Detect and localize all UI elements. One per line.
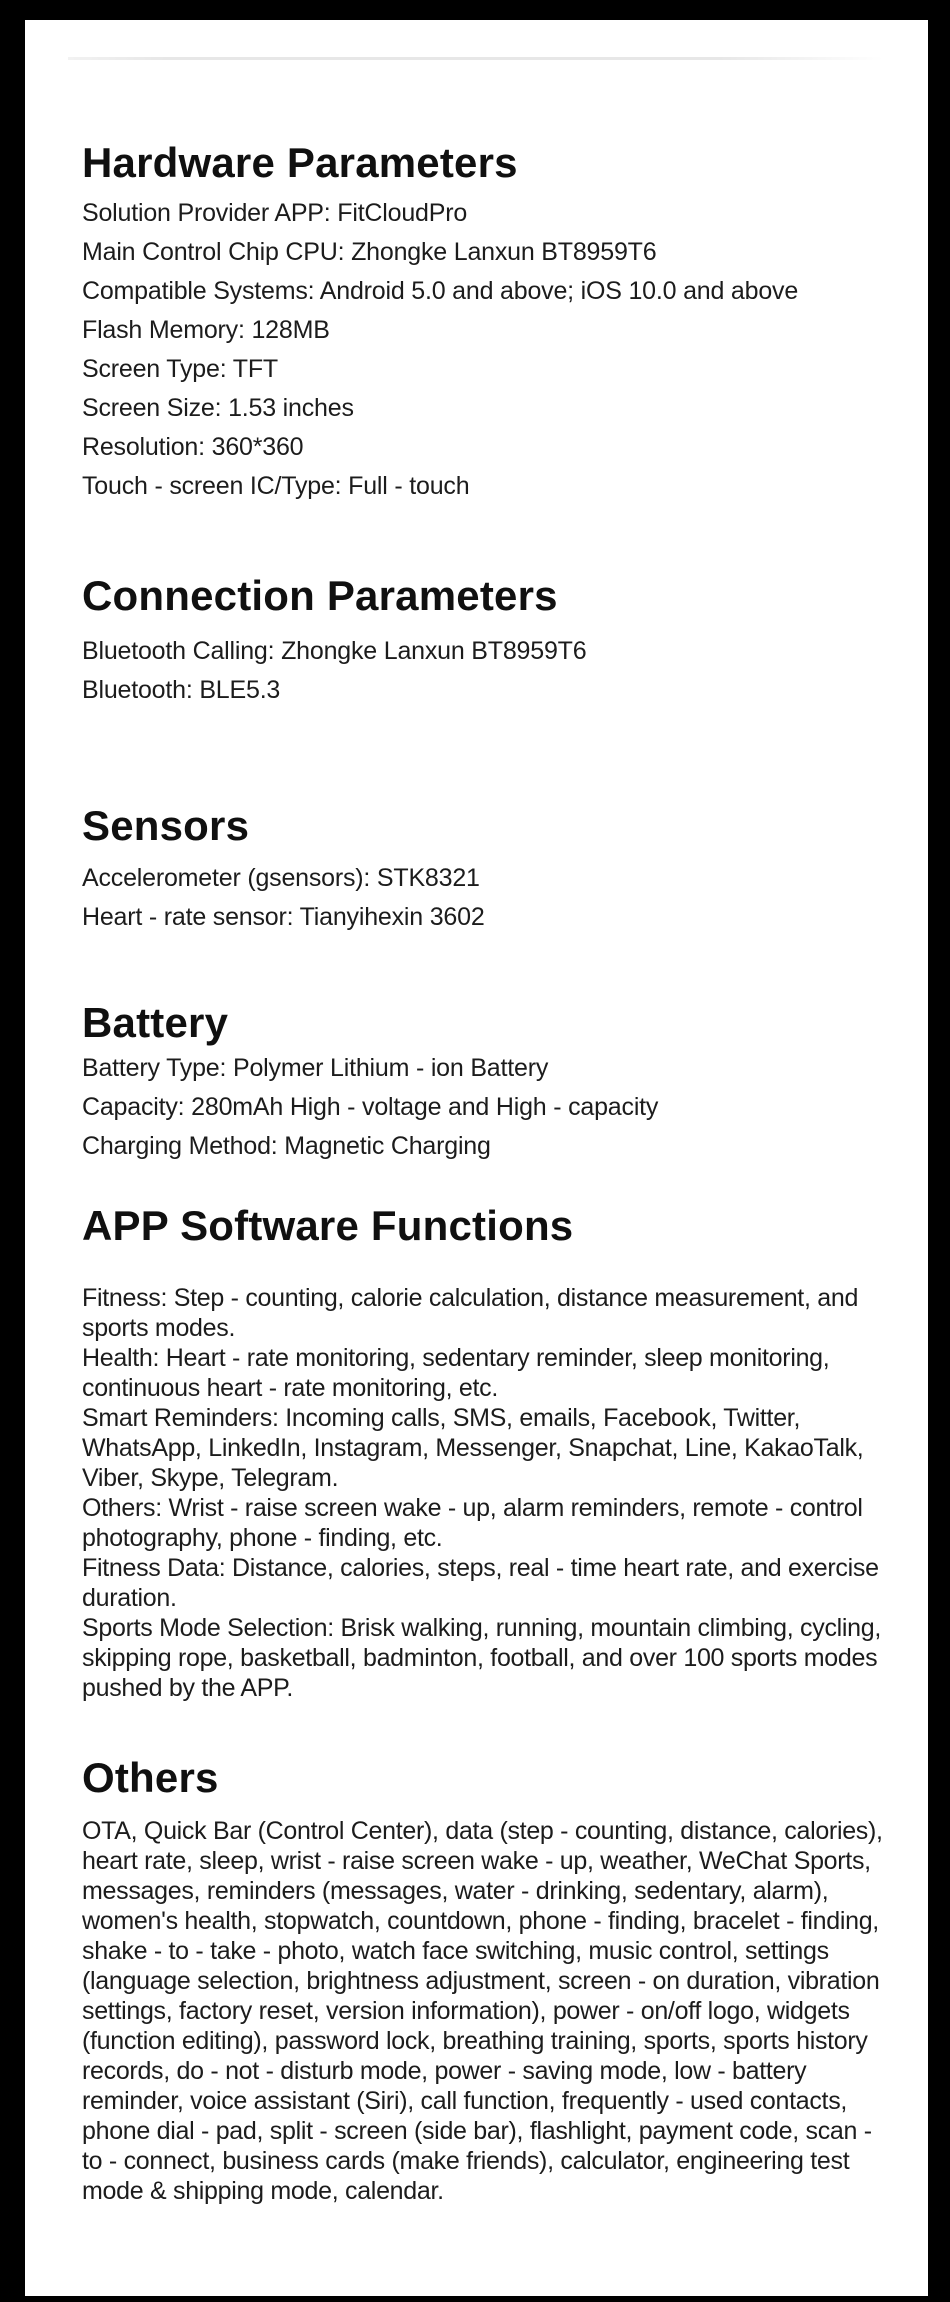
section-sensors [82, 800, 888, 937]
spec-line: Flash Memory: 128MB [82, 316, 330, 344]
others-paragraph: OTA, Quick Bar (Control Center), data (step - counting, distance, calories), heart rate, sleep, wrist - raise screen wake - up, weather, WeChat Sports, messages, reminders (messages, water - drinking, sedentary, alarm), women's health, stopwatch, countdown, phone - finding, bracelet - finding, shake - to - take - photo, watch face switching, music control, settings (language selection, brightness adjustment, screen - on duration, vibration settings, factory reset, version information), power - on/off logo, widgets (function editing), password lock, breathing training, sports, sports history records, do - not - disturb mode, power - saving mode, low - battery reminder, voice assistant (Siri), call function, frequently - used contacts, phone dial - pad, split - screen (side bar), flashlight, payment code, scan - to - connect, business cards (make friends), calculator, engineering test mode & shipping mode, calendar. [82, 1817, 883, 2205]
feature-paragraph: Fitness Data: Distance, calories, steps, real - time heart rate, and exercise duration. [82, 1554, 879, 1612]
spec-line: Touch - screen IC/Type: Full - touch [82, 472, 470, 500]
spec-line: Charging Method: Magnetic Charging [82, 1132, 491, 1160]
section-title-connection-parameters: Connection Parameters [82, 572, 558, 619]
section-title-hardware-parameters: Hardware Parameters [82, 139, 518, 186]
section-title-others: Others [82, 1754, 219, 1801]
spec-line: Screen Size: 1.53 inches [82, 394, 354, 422]
section-title-sensors: Sensors [82, 802, 250, 849]
section-battery [82, 997, 888, 1166]
feature-paragraph: Others: Wrist - raise screen wake - up, alarm reminders, remote - control photography, phone - finding, etc. [82, 1494, 863, 1552]
content-panel [25, 20, 928, 2296]
spec-line: Solution Provider APP: FitCloudPro [82, 199, 468, 227]
spec-line: Main Control Chip CPU: Zhongke Lanxun BT8959T6 [82, 238, 657, 266]
spec-line: Bluetooth: BLE5.3 [82, 676, 281, 704]
paragraph-group [82, 1283, 894, 1703]
spec-line-group [82, 632, 888, 710]
spec-line: Resolution: 360*360 [82, 433, 304, 461]
feature-paragraph: Health: Heart - rate monitoring, sedentary reminder, sleep monitoring, continuous heart - rate monitoring, etc. [82, 1344, 830, 1402]
paragraph-group [82, 1816, 894, 2206]
spec-line: Capacity: 280mAh High - voltage and High - capacity [82, 1093, 659, 1121]
section-hardware-parameters [82, 137, 888, 506]
section-connection-parameters [82, 570, 888, 710]
section-title-battery: Battery [82, 999, 229, 1046]
spec-line: Accelerometer (gsensors): STK8321 [82, 864, 480, 892]
spec-line-group [82, 859, 888, 937]
spec-line: Heart - rate sensor: Tianyihexin 3602 [82, 903, 485, 931]
feature-paragraph: Sports Mode Selection: Brisk walking, running, mountain climbing, cycling, skipping rope, basketball, badminton, football, and over 100 sports modes pushed by the APP. [82, 1614, 882, 1702]
spec-line-group [82, 194, 888, 506]
spec-line-group [82, 1049, 888, 1166]
spec-line: Compatible Systems: Android 5.0 and above; iOS 10.0 and above [82, 277, 799, 305]
feature-paragraph: Smart Reminders: Incoming calls, SMS, emails, Facebook, Twitter, WhatsApp, LinkedIn, Instagram, Messenger, Snapchat, Line, KakaoTalk, Viber, Skype, Telegram. [82, 1404, 864, 1492]
feature-paragraph: Fitness: Step - counting, calorie calculation, distance measurement, and sports modes. [82, 1284, 859, 1342]
top-divider [68, 57, 883, 60]
spec-line: Battery Type: Polymer Lithium - ion Battery [82, 1054, 549, 1082]
section-title-app-software-functions: APP Software Functions [82, 1202, 574, 1249]
section-others [82, 1752, 888, 2206]
spec-line: Screen Type: TFT [82, 355, 278, 383]
section-app-software-functions [82, 1200, 888, 1703]
spec-line: Bluetooth Calling: Zhongke Lanxun BT8959T6 [82, 637, 587, 665]
